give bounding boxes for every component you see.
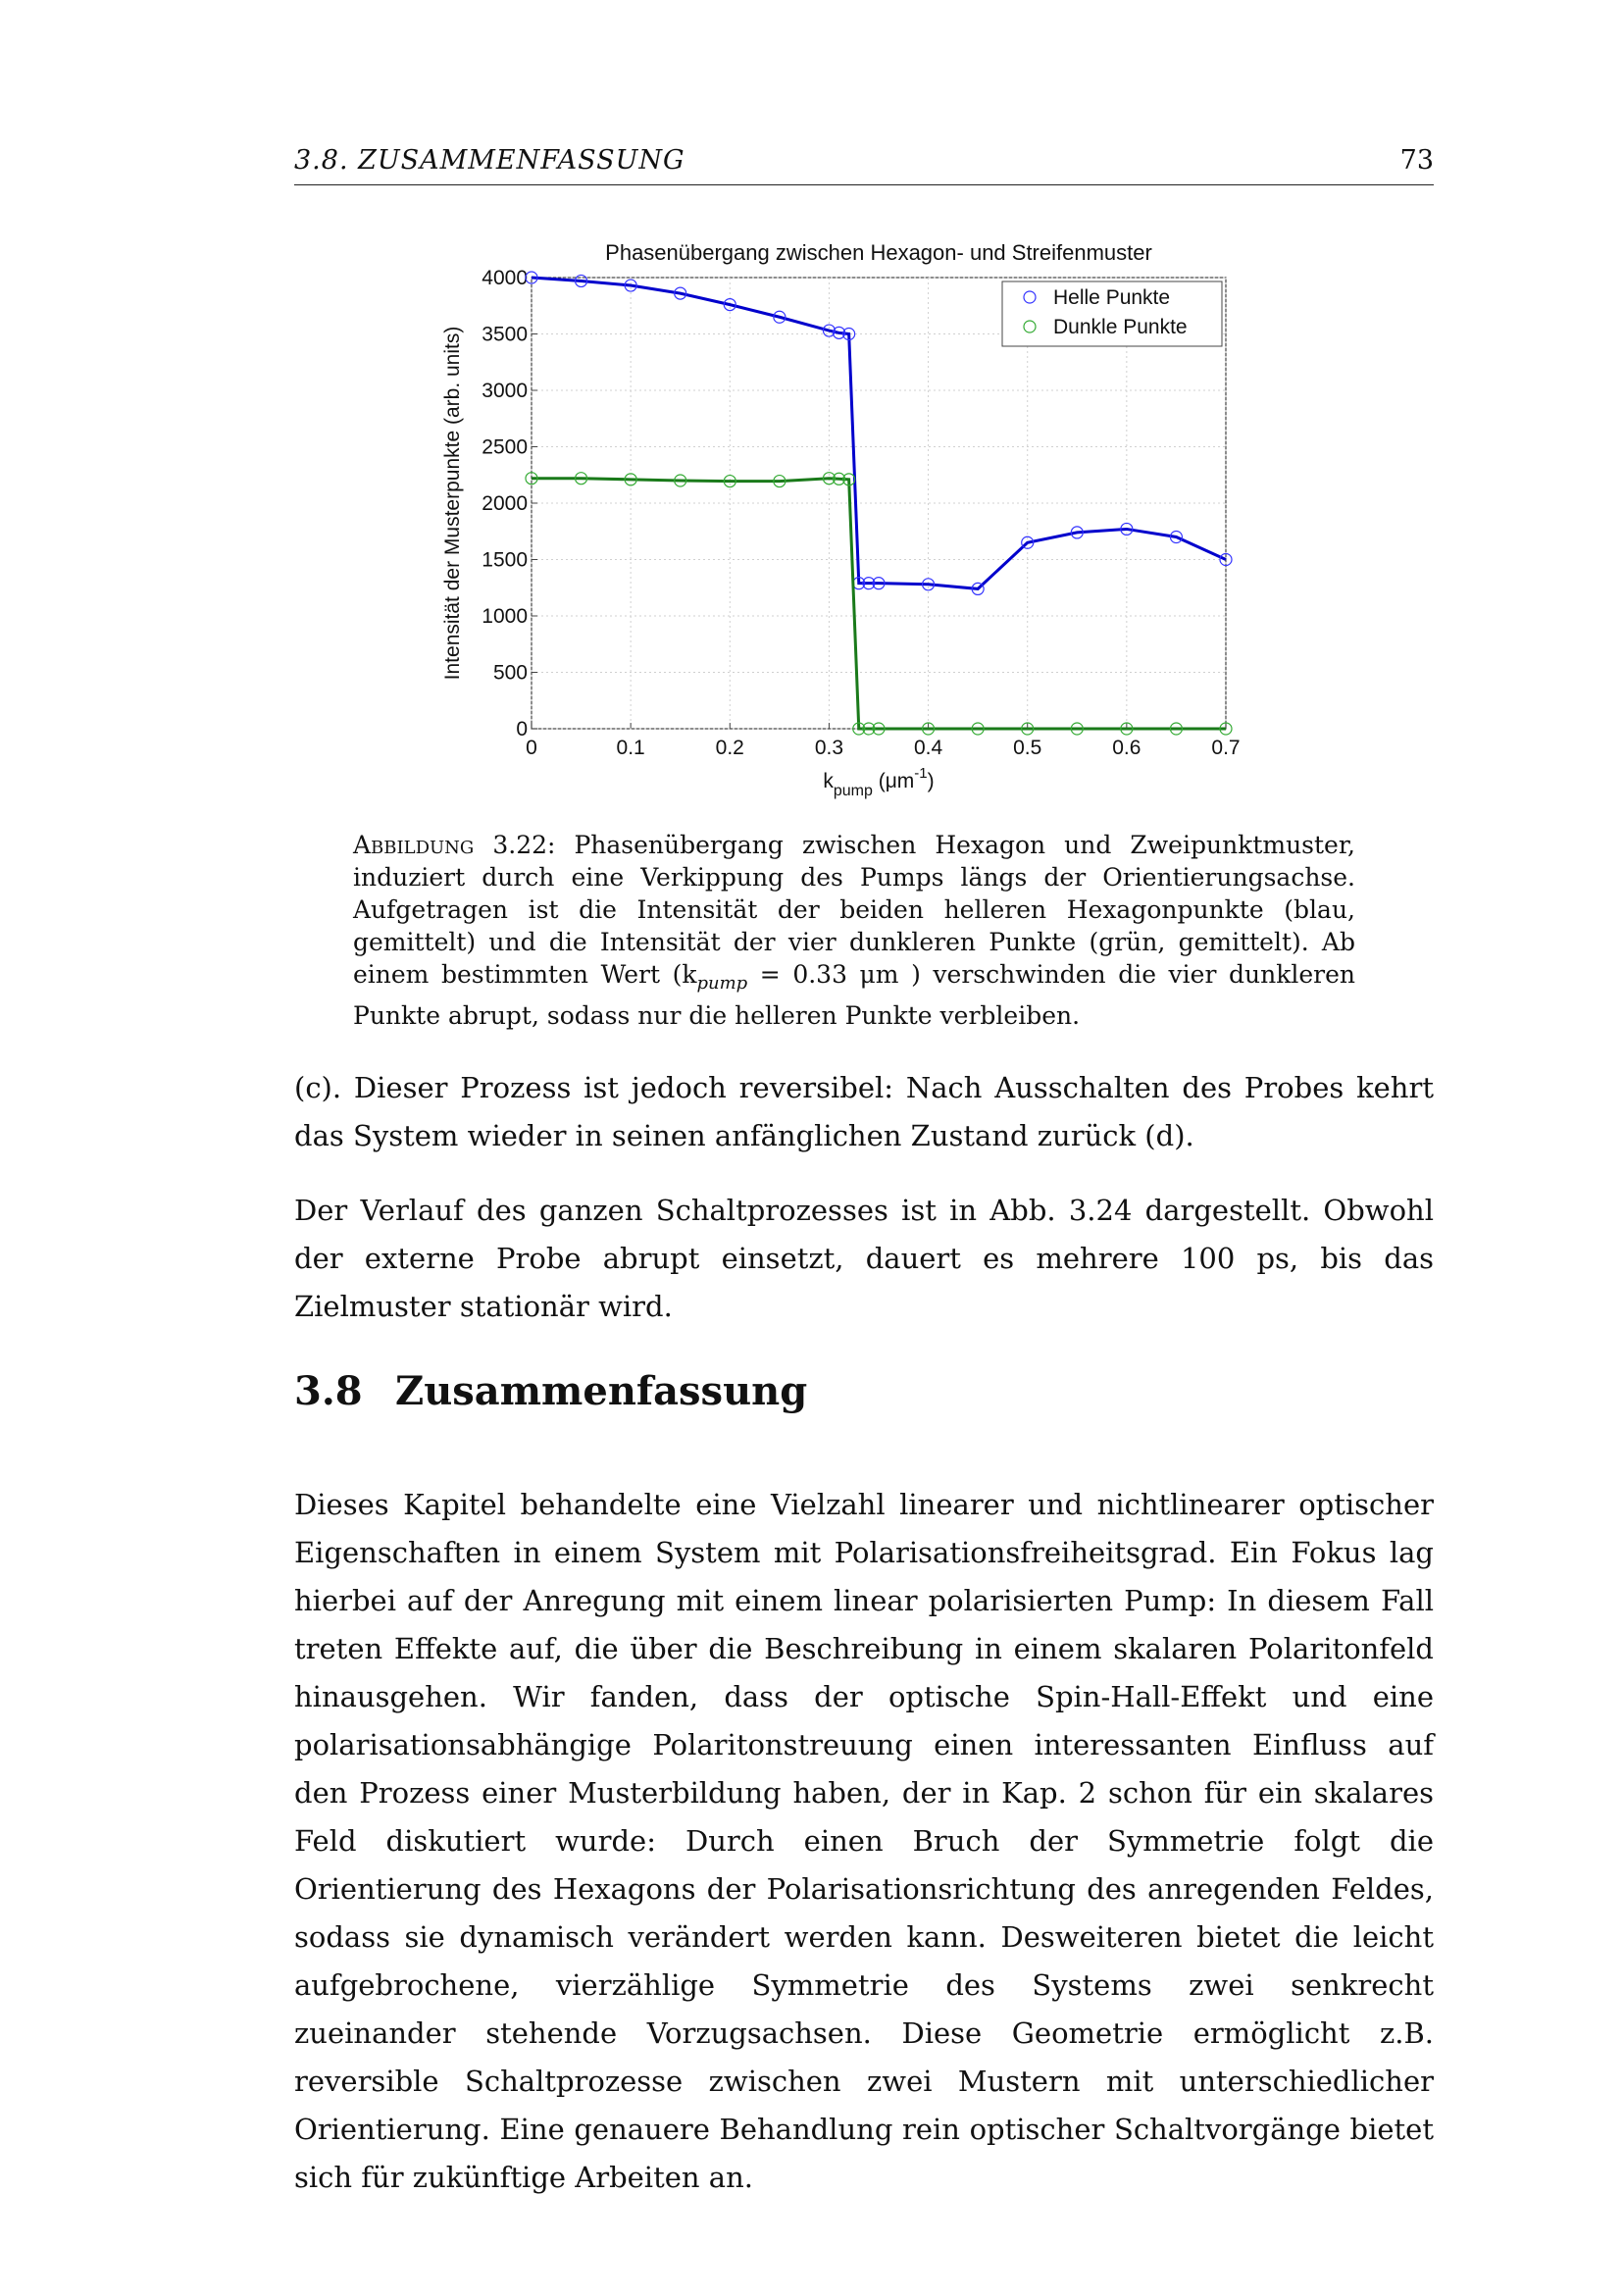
- caption-text-after: = 0.33 μm ) verschwinden die vier dunkleren Punkte abrupt, sodass nur die helleren Punkte verbleiben.: [353, 960, 1355, 1030]
- x-tick-label: 0.3: [814, 737, 844, 759]
- legend-label-1: Dunkle Punkte: [1053, 316, 1188, 338]
- section-title: Zusammenfassung: [395, 1368, 808, 1414]
- y-tick-label: 3000: [482, 380, 528, 402]
- y-axis-label: Intensität der Musterpunkte (arb. units): [441, 326, 464, 681]
- y-tick-label: 4000: [482, 267, 528, 289]
- y-tick-label: 0: [516, 718, 528, 740]
- caption-text: Phasenübergang zwischen Hexagon und Zweipunktmuster, induziert durch eine Verkippung des Pumps längs der Orientierungsachse. Aufgetragen ist die Intensität der beiden helleren Hexagonpunkte (blau, gemittelt) und die Intensität der vier dunkleren Punkte (grün, gemittelt). Ab einem bestimmten Wert (k: [353, 831, 1355, 989]
- legend-label-0: Helle Punkte: [1053, 286, 1171, 309]
- y-tick-label: 500: [492, 661, 528, 685]
- paragraph-1: (c). Dieser Prozess ist jedoch reversibel: Nach Ausschalten des Probes kehrt das System wieder in seinen anfänglichen Zustand zurück (d).: [294, 1071, 1434, 1152]
- x-tick-label: 0.7: [1211, 737, 1241, 759]
- figure-caption: [353, 829, 1355, 1032]
- header-section-title: 3.8. ZUSAMMENFASSUNG: [294, 145, 685, 176]
- figure-chart: [431, 230, 1255, 809]
- y-tick-label: 1500: [482, 548, 528, 572]
- x-tick-label: 0.5: [1013, 737, 1042, 759]
- paragraph-3: Dieses Kapitel behandelte eine Vielzahl linearer und nichtlinearer optischer Eigenschaften in einem System mit Polarisationsfreiheitsgrad. Ein Fokus lag hierbei auf der Anregung mit einem linear polarisierten Pump: In diesem Fall treten Effekte auf, die über die Beschreibung in einem skalaren Polaritonfeld hinausgehen. Wir fanden, dass der optische Spin-Hall-Effekt und eine polarisationsabhängige Polaritonstreuung einen interessanten Einfluss auf den Prozess einer Musterbildung haben, der in Kap. 2 schon für ein skalares Feld diskutiert wurde: Durch einen Bruch der Symmetrie folgt die Orientierung des Hexagons der Polarisationsrichtung des anregenden Feldes, sodass sie dynamisch verändert werden kann. Desweiteren bietet die leicht aufgebrochene, vierzählige Symmetrie des Systems zwei senkrecht zueinander stehende Vorzugsachsen. Diese Geometrie ermöglicht z.B. reversible Schaltprozesse zwischen zwei Mustern mit unterschiedlicher Orientierung. Eine genauere Behandlung rein optischer Schaltvorgänge bietet sich für zukünftige Arbeiten an.: [294, 1488, 1434, 2194]
- y-tick-label: 1000: [482, 605, 528, 628]
- caption-subscript: pump: [696, 973, 748, 994]
- x-axis-label: $k_{pump}$ $(\mu m^{-1})$: [823, 765, 935, 799]
- running-header: [294, 145, 1434, 185]
- y-tick-label: 2500: [482, 435, 528, 459]
- x-tick-label: 0.2: [715, 737, 744, 759]
- page-number: 73: [1399, 145, 1434, 176]
- chart-title: Phasenübergang zwischen Hexagon- und Streifenmuster: [605, 240, 1152, 265]
- caption-label: Abbildung 3.22:: [353, 831, 556, 859]
- chart-svg: [431, 230, 1255, 809]
- y-tick-label: 3500: [482, 323, 528, 346]
- x-tick-label: 0: [526, 737, 537, 759]
- section-heading: [294, 1368, 807, 1414]
- paragraph-2: Der Verlauf des ganzen Schaltprozesses ist in Abb. 3.24 dargestellt. Obwohl der externe Probe abrupt einsetzt, dauert es mehrere 100 ps, bis das Zielmuster stationär wird.: [294, 1194, 1434, 1323]
- section-number: 3.8: [294, 1368, 363, 1414]
- x-tick-label: 0.1: [616, 737, 645, 759]
- x-tick-label: 0.6: [1112, 737, 1141, 759]
- x-tick-label: 0.4: [913, 737, 943, 759]
- y-tick-label: 2000: [482, 492, 528, 515]
